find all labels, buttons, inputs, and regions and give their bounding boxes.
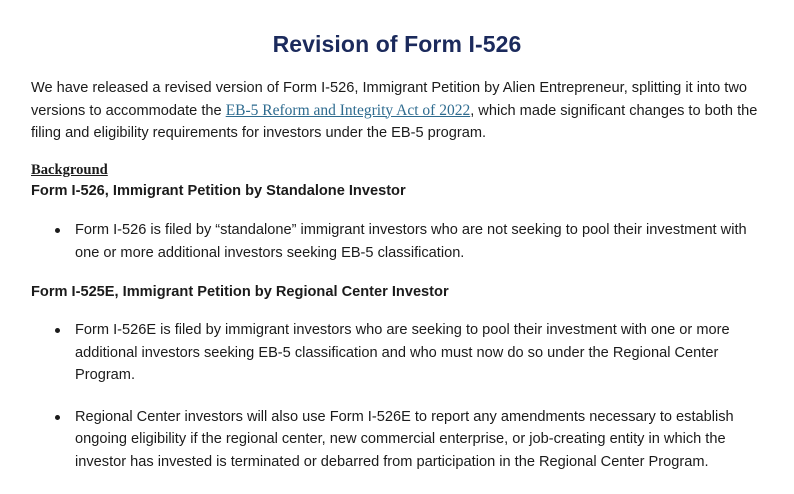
list-item-text: Form I-526 is filed by “standalone” immigrant investors who are not seeking to pool their investment with one or more additional investors seeking EB-5 classification. <box>75 222 747 261</box>
intro-text-after-link: , which made significant changes to both the filing and eligibility requirements for investors under the EB-5 program. <box>31 102 758 141</box>
eb5-act-link[interactable]: EB-5 Reform and Integrity Act of 2022 <box>225 101 471 119</box>
intro-text-before-link: We have released a revised version of Form I-526, Immigrant Petition by Alien Entrepreneur, splitting it into two versions to accommodate the <box>31 80 747 119</box>
list-item-text: Regional Center investors will also use Form I-526E to report any amendments necessary to establish ongoing eligibility if the regional center, new commercial enterprise, or job-creating entity in which the investor has invested is terminated or debarred from participation in the Regional Center Program. <box>75 408 734 470</box>
list-item <box>0 219 794 264</box>
list-item <box>0 406 794 474</box>
bullet-icon <box>55 415 60 420</box>
regional-center-investor-list <box>0 319 794 473</box>
list-item-text: Form I-526E is filed by immigrant investors who are seeking to pool their investment with one or more additional investors seeking EB-5 classification and who must now do so under the Regional Center Program. <box>75 322 730 383</box>
standalone-investor-heading: Form I-526, Immigrant Petition by Standalone Investor <box>31 183 406 199</box>
intro-paragraph <box>31 77 771 145</box>
standalone-investor-list <box>0 219 794 264</box>
list-item <box>0 319 794 387</box>
bullet-icon <box>55 228 60 233</box>
bullet-icon <box>55 328 60 333</box>
background-heading: Background <box>31 162 108 178</box>
page-title: Revision of Form I-526 <box>272 31 522 57</box>
regional-center-investor-heading: Form I-525E, Immigrant Petition by Regional Center Investor <box>31 284 449 300</box>
